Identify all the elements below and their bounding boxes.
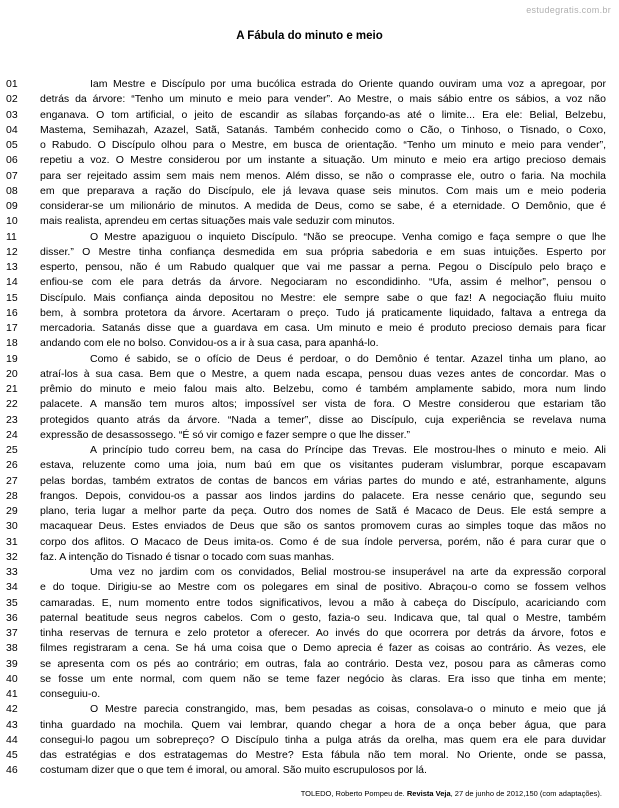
line-text: bem, à sombra protetora da árvore. Acertaram o preço. Tudo já praticamente liquidado, faltava a entrega da [40, 306, 606, 319]
line-number: 17 [6, 322, 18, 334]
line-text: disser.” O Mestre tinha confiança desmedida em sua própria sabedoria e em suas intuições. Esperto por [40, 245, 606, 258]
text-row [6, 687, 606, 702]
line-text: Como é sabido, se o ofício de Deus é perdoar, o do Demônio é tentar. Azazel tinha um plano, ao [90, 352, 606, 365]
line-number: 01 [6, 78, 18, 90]
line-text: macaquear Deus. Estes enviados de Deus que são os santos promovem curas ao simples toque das mãos no [40, 520, 606, 533]
line-number: 08 [6, 184, 18, 197]
line-text: O Mestre apaziguou o inquieto Discípulo. “Não se preocupe. Venha comigo e faça sempre o que lhe [90, 230, 606, 243]
line-number: 20 [6, 367, 18, 380]
line-text: pelas bordas, também extratos de contas de bancos em várias partes do mundo e até, estranhamente, alguns [40, 474, 606, 487]
text-row [6, 77, 606, 92]
text-row [6, 428, 606, 443]
text-row [6, 123, 606, 138]
line-number: 24 [6, 428, 18, 441]
line-text: Iam Mestre e Discípulo por uma bucólica estrada do Oriente quando ouviram uma voz a apregoar, por [90, 78, 606, 90]
text-row [6, 153, 606, 168]
line-text: enfiou-se com ele para detrás da árvore. Negociaram no escondidinho. “Ufa, assim é melhor”, pensou o [40, 276, 606, 289]
line-number: 04 [6, 123, 18, 136]
text-row [6, 92, 606, 107]
line-text: enganava. O tom artificial, o jeito de escandir as sílabas forçando-as até o limite... Era ele: Belial, Belzebu, [40, 108, 606, 121]
text-row [6, 367, 606, 382]
line-text: O Mestre parecia constrangido, mas, bem pesadas as coisas, consolava-o o minuto e meio que já [90, 703, 606, 716]
line-number: 26 [6, 459, 18, 472]
line-number: 34 [6, 581, 18, 594]
text-row [6, 352, 606, 367]
line-text: Mastema, Semihazah, Azazel, Satã, Satanás. Também conhecido como o Cão, o Tinhoso, o Tisnado, o Coxo, [40, 123, 606, 136]
text-row [6, 672, 606, 687]
text-row [6, 336, 606, 351]
text-row [6, 489, 606, 504]
line-text: considerar-se um milionário de minutos. A medida de Deus, como se sabe, é a eternidade. O Demônio, que é [40, 200, 606, 212]
text-row [6, 657, 606, 672]
line-number: 44 [6, 733, 18, 746]
line-number: 39 [6, 657, 18, 670]
line-number: 41 [6, 688, 18, 700]
text-row [6, 474, 606, 489]
line-number: 03 [6, 108, 18, 121]
source-journal: Revista Veja [406, 789, 451, 798]
text-row [6, 733, 606, 748]
line-number: 35 [6, 596, 18, 609]
text-row [6, 458, 606, 473]
text-row [6, 413, 606, 428]
text-row [6, 519, 606, 534]
text-row [6, 565, 606, 580]
line-text: o Rabudo. O Discípulo olhou para o Mestre, em busca de orientação. “Tenho um minuto e meio para vender”, [40, 139, 606, 151]
text-row [6, 504, 606, 519]
page-title: A Fábula do minuto e meio [236, 30, 383, 42]
text-row [6, 718, 606, 733]
line-number: 09 [6, 200, 18, 212]
line-text: repetiu a voz. O Mestre considerou por um instante a situação. Um minuto e meio era artigo precioso demais [40, 154, 606, 167]
line-text: mais realista, aprendeu em certas situações mais vale seduzir com minutos. [40, 215, 395, 228]
line-number: 19 [6, 352, 18, 365]
line-number: 14 [6, 276, 18, 289]
line-number: 32 [6, 550, 18, 563]
line-number: 38 [6, 642, 18, 655]
line-number: 13 [6, 261, 18, 273]
line-number: 15 [6, 291, 18, 304]
line-text: protegidos quanto atrás da árvore. “Nada a temer”, disse ao Discípulo, cuja experiência se revelava numa [40, 413, 606, 426]
line-text: costumam dizer que o que tem é imoral, ou amoral. São muito escrupulosos por lá. [40, 764, 427, 777]
line-text: esperto, pensou, não é um Rabudo qualquer que vai me passar a perna. Pegou o Discípulo pelo braço e [40, 261, 606, 273]
line-text: Discípulo. Mais confiança ainda depositou no Mestre: ele sempre sabe o que faz! A negociação fluiu muito [40, 291, 606, 304]
text-row [6, 763, 606, 778]
line-number: 21 [6, 383, 18, 395]
text-body [6, 77, 606, 779]
line-text: expressão de desassossego. “É só vir comigo e fazer sempre o que lhe disser.” [40, 428, 411, 441]
line-text: atraí-los à sua casa. Bem que o Mestre, a quem nada escapa, pensou duas vezes antes de concordar. Mas o [40, 367, 606, 380]
line-number: 12 [6, 245, 18, 258]
line-text: e do toque. Dirigiu-se ao Mestre com os polegares em sinal de positivo. Abraçou-o como se fossem velhos [40, 581, 606, 594]
line-text: consegui-lo pagou um sobrepreço? O Discípulo tinha a pulga atrás da orelha, mas quem era ele para duvidar [40, 733, 606, 746]
text-row [6, 108, 606, 123]
text-row [6, 443, 606, 458]
line-number: 18 [6, 337, 18, 350]
line-number: 06 [6, 154, 18, 167]
line-number: 31 [6, 535, 18, 548]
text-row [6, 214, 606, 229]
text-row [6, 260, 606, 275]
line-number: 23 [6, 413, 18, 426]
text-row [6, 199, 606, 214]
watermark: estudegratis.com.br [526, 5, 611, 15]
line-text: tinha reservas de ternura e zelo protetor a oferecer. Ao invés do que ocorrera por detrás da árvore, fotos e [40, 627, 606, 639]
line-number: 36 [6, 611, 18, 624]
line-text: se fosse um ente normal, com quem não se teme fazer negócio às claras. Era isso que tinha em mente; [40, 672, 606, 685]
line-text: mercadoria. Satanás disse que a guardava em casa. Um minuto e meio é produto precioso demais para ficar [40, 322, 606, 334]
line-text: tinha guardado na mochila. Quem vai lembrar, quando chegar a hora de a onça beber água, que para [40, 718, 606, 731]
line-number: 29 [6, 505, 18, 517]
line-number: 45 [6, 749, 18, 761]
line-number: 10 [6, 215, 18, 228]
text-row [6, 382, 606, 397]
line-text: andando com ele no bolso. Convidou-os a ir à sua casa, para apanhá-lo. [40, 337, 379, 350]
line-text: conseguiu-o. [40, 688, 101, 700]
line-text: se apresenta com os pés ao contrário; em outras, fala ao contrário. Desta vez, posou para as câmeras como [40, 657, 606, 670]
line-text: prêmio do minuto e meio falou mais alto. Belzebu, como é também amplamente sabido, mora num lindo [40, 383, 606, 395]
line-text: em que preparava a ração do Discípulo, ele já levava quase seis minutos. Com mais um e meio poderia [40, 184, 606, 197]
line-text: frangos. Depois, convidou-os a passar aos lindos jardins do palacete. Era nesse cenário que, segundo seu [40, 489, 606, 502]
line-number: 02 [6, 93, 18, 106]
line-number: 42 [6, 703, 18, 716]
line-text: estava, reluzente como uma joia, num baú em que os visitantes puderam vislumbrar, porque escapavam [40, 459, 606, 472]
text-row [6, 580, 606, 595]
source-prefix: TOLEDO, Roberto Pompeu de. [300, 789, 407, 798]
line-number: 11 [6, 230, 17, 243]
line-text: paternal beatitude seus negros cabelos. Com o gesto, fazia-o seu. Indicava que, tal qual o Mestre, também [40, 611, 606, 624]
source-citation [301, 789, 602, 798]
line-text: detrás da árvore: “Tenho um minuto e meio para vender”. Ao Mestre, o mais sábio entre os sábios, a voz não [40, 93, 606, 106]
line-text: Uma vez no jardim com os convidados, Belial mostrou-se insuperável na arte da expressão corporal [90, 566, 606, 578]
text-row [6, 626, 606, 641]
text-row [6, 291, 606, 306]
line-text: A princípio tudo correu bem, na casa do Príncipe das Trevas. Ele mostrou-lhes o minuto e meio. Ali [90, 444, 606, 456]
line-number: 28 [6, 489, 18, 502]
source-suffix: , 27 de junho de 2012,150 (com adaptações). [450, 789, 602, 798]
text-row [6, 596, 606, 611]
text-row [6, 230, 606, 245]
line-text: das estratégias e dos estratagemas do Mestre? Esta fábula não tem moral. No Oriente, onde se passa, [40, 749, 606, 761]
line-number: 16 [6, 306, 18, 319]
text-row [6, 397, 606, 412]
line-number: 33 [6, 566, 18, 578]
line-number: 07 [6, 169, 18, 182]
line-text: plano, teria lugar a melhor parte da peça. Outro dos nomes de Satã é Macaco de Deus. Ele está sempre a [40, 505, 606, 517]
line-number: 25 [6, 444, 18, 456]
line-number: 30 [6, 520, 18, 533]
line-text: camaradas. E, num momento entre todos significativos, levou a mão à cabeça do Discípulo, acariciando com [40, 596, 606, 609]
line-text: para ser rejeitado assim sem mais nem menos. Além disso, se não o comprasse ele, outro o faria. Na mochila [40, 169, 606, 182]
text-row [6, 184, 606, 199]
text-row [6, 306, 606, 321]
text-row [6, 169, 606, 184]
line-number: 05 [6, 139, 18, 151]
text-row [6, 748, 606, 763]
line-number: 27 [6, 474, 18, 487]
line-number: 46 [6, 764, 18, 777]
line-number: 22 [6, 398, 18, 411]
line-text: palacete. A mansão tem muros altos; impossível ser vista de fora. O Mestre considerou que estariam tão [40, 398, 606, 411]
text-row [6, 611, 606, 626]
text-row [6, 138, 606, 153]
text-row [6, 702, 606, 717]
line-text: corpo dos aflitos. O Macaco de Deus imita-os. Como é de sua índole perversa, porém, não é para curar que o [40, 535, 606, 548]
line-number: 40 [6, 672, 18, 685]
text-row [6, 245, 606, 260]
text-row [6, 535, 606, 550]
line-number: 37 [6, 627, 18, 639]
text-row [6, 275, 606, 290]
text-row [6, 641, 606, 656]
text-row [6, 321, 606, 336]
line-number: 43 [6, 718, 18, 731]
line-text: faz. A intenção do Tisnado é tisnar o tocado com suas manhas. [40, 550, 335, 563]
line-text: filmes registraram a cena. Se há uma coisa que o Demo aprecia é fazer as coisas ao contrário. Às vezes, ele [40, 642, 606, 655]
text-row [6, 550, 606, 565]
